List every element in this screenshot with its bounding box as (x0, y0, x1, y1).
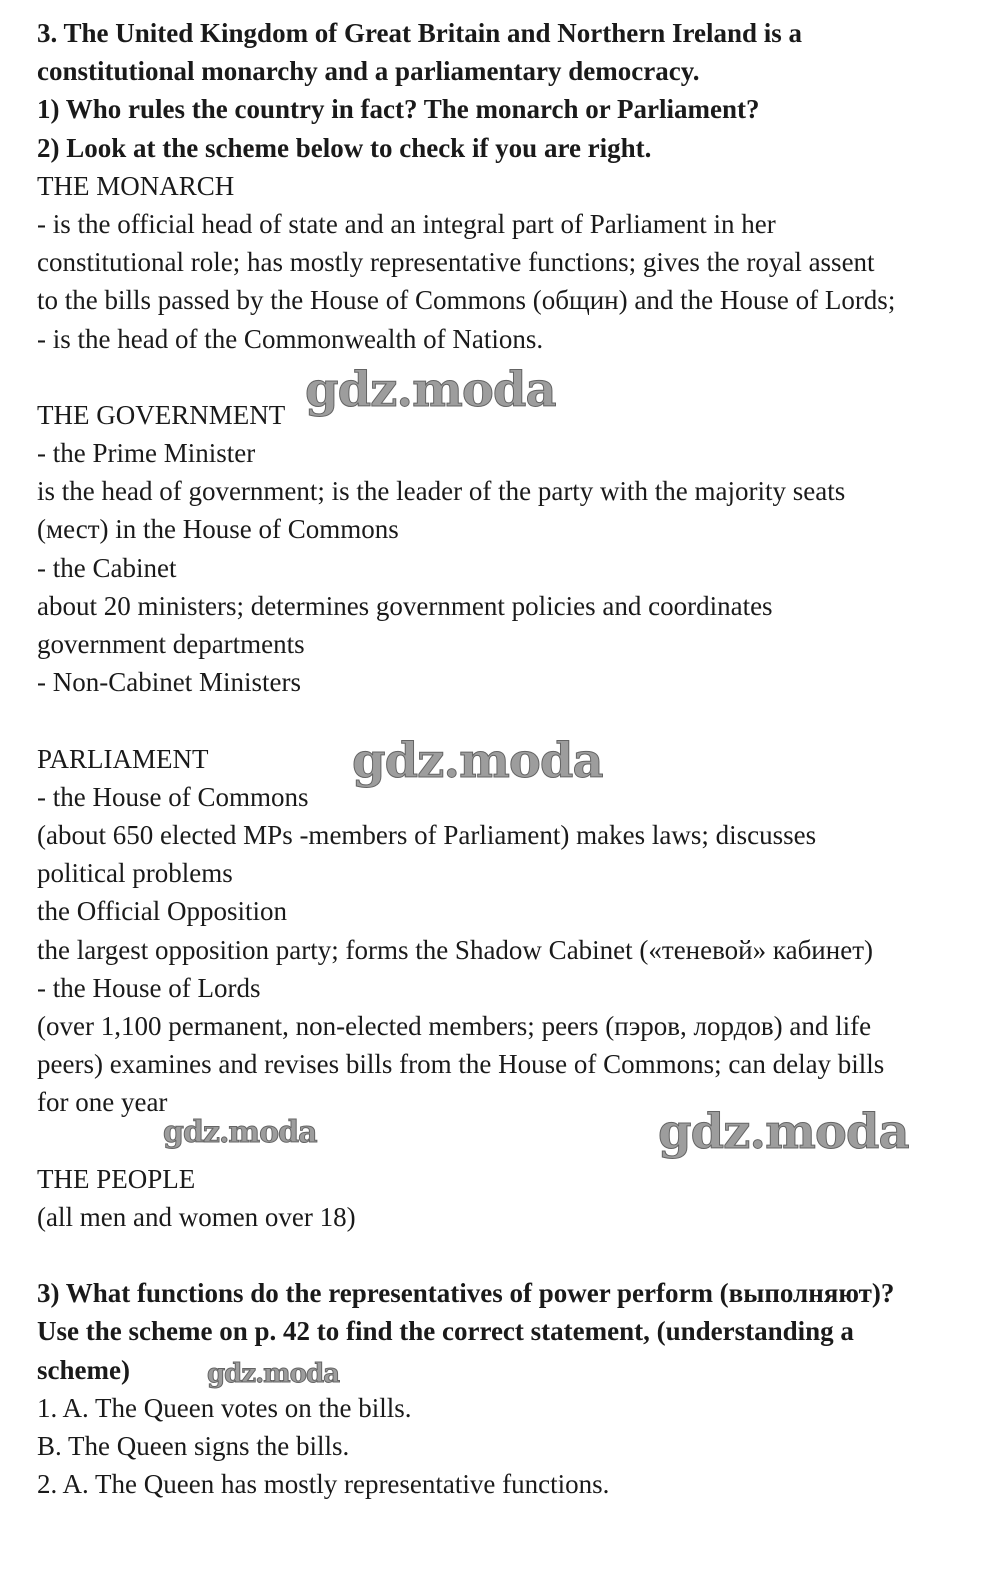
text-line: 2. A. The Queen has mostly representative functions. (37, 1469, 610, 1500)
bold-text-line: 3) What functions do the representatives of power perform (выполняют)? (37, 1278, 895, 1309)
bold-text-line: scheme) (37, 1354, 130, 1385)
text-line: - the Cabinet (37, 552, 177, 583)
text-line: PARLIAMENT (37, 743, 209, 774)
text-line: - the House of Commons (37, 781, 309, 812)
blank-line (37, 1236, 972, 1274)
text-line: government departments (37, 629, 305, 659)
bold-text-line: Use the scheme on p. 42 to find the correct statement, (understanding a (37, 1316, 854, 1347)
text-line: peers) examines and revises bills from the House of Commons; can delay bills (37, 1049, 885, 1080)
watermark-logo: gdz.moda (207, 1359, 340, 1389)
text-line: 1. A. The Queen votes on the bills. (37, 1392, 412, 1423)
text-line: THE PEOPLE (37, 1163, 196, 1194)
text-line: - Non-Cabinet Ministers (37, 667, 301, 698)
watermark-logo: gdz.moda (163, 1115, 317, 1150)
text-line: (over 1,100 permanent, non-elected members; peers (пэров, лордов) and life (37, 1010, 872, 1041)
text-line: to the bills passed by the House of Commons (общин) and the House of Lords; (37, 285, 896, 316)
text-line: constitutional role; has mostly representative functions; gives the royal assent (37, 247, 875, 278)
text-line: - is the official head of state and an integral part of Parliament in her (37, 208, 776, 239)
text-line: (мест) in the House of Commons (37, 514, 399, 545)
watermark-logo: gdz.moda (352, 733, 603, 789)
text-line: is the head of government; is the leader of the party with the majority seats (37, 476, 846, 507)
text-line: THE MONARCH (37, 170, 235, 201)
text-line: - is the head of the Commonwealth of Nations. (37, 323, 544, 354)
text-line: THE GOVERNMENT (37, 399, 286, 430)
bold-text-line: 2) Look at the scheme below to check if you are right. (37, 132, 652, 163)
text-line: for one year (37, 1087, 168, 1118)
watermark-logo: gdz.moda (305, 362, 556, 418)
text-line: B. The Queen signs the bills. (37, 1430, 350, 1461)
bold-text-line: constitutional monarchy and a parliamentary democracy. (37, 56, 700, 87)
text-line: - the Prime Minister (37, 438, 256, 469)
text-line: (about 650 elected MPs -members of Parliament) makes laws; discusses (37, 819, 817, 850)
bold-text-line: 3. The United Kingdom of Great Britain and Northern Ireland is a (37, 18, 803, 48)
text-line: political problems (37, 858, 233, 889)
text-line: the Official Opposition (37, 896, 287, 927)
watermark-logo: gdz.moda (658, 1104, 909, 1160)
text-line: - the House of Lords (37, 972, 261, 1003)
text-line: the largest opposition party; forms the Shadow Cabinet («теневой» кабинет) (37, 934, 873, 965)
text-line: about 20 ministers; determines government policies and coordinates (37, 590, 773, 621)
text-line: (all men and women over 18) (37, 1201, 356, 1232)
bold-text-line: 1) Who rules the country in fact? The monarch or Parliament? (37, 94, 760, 125)
